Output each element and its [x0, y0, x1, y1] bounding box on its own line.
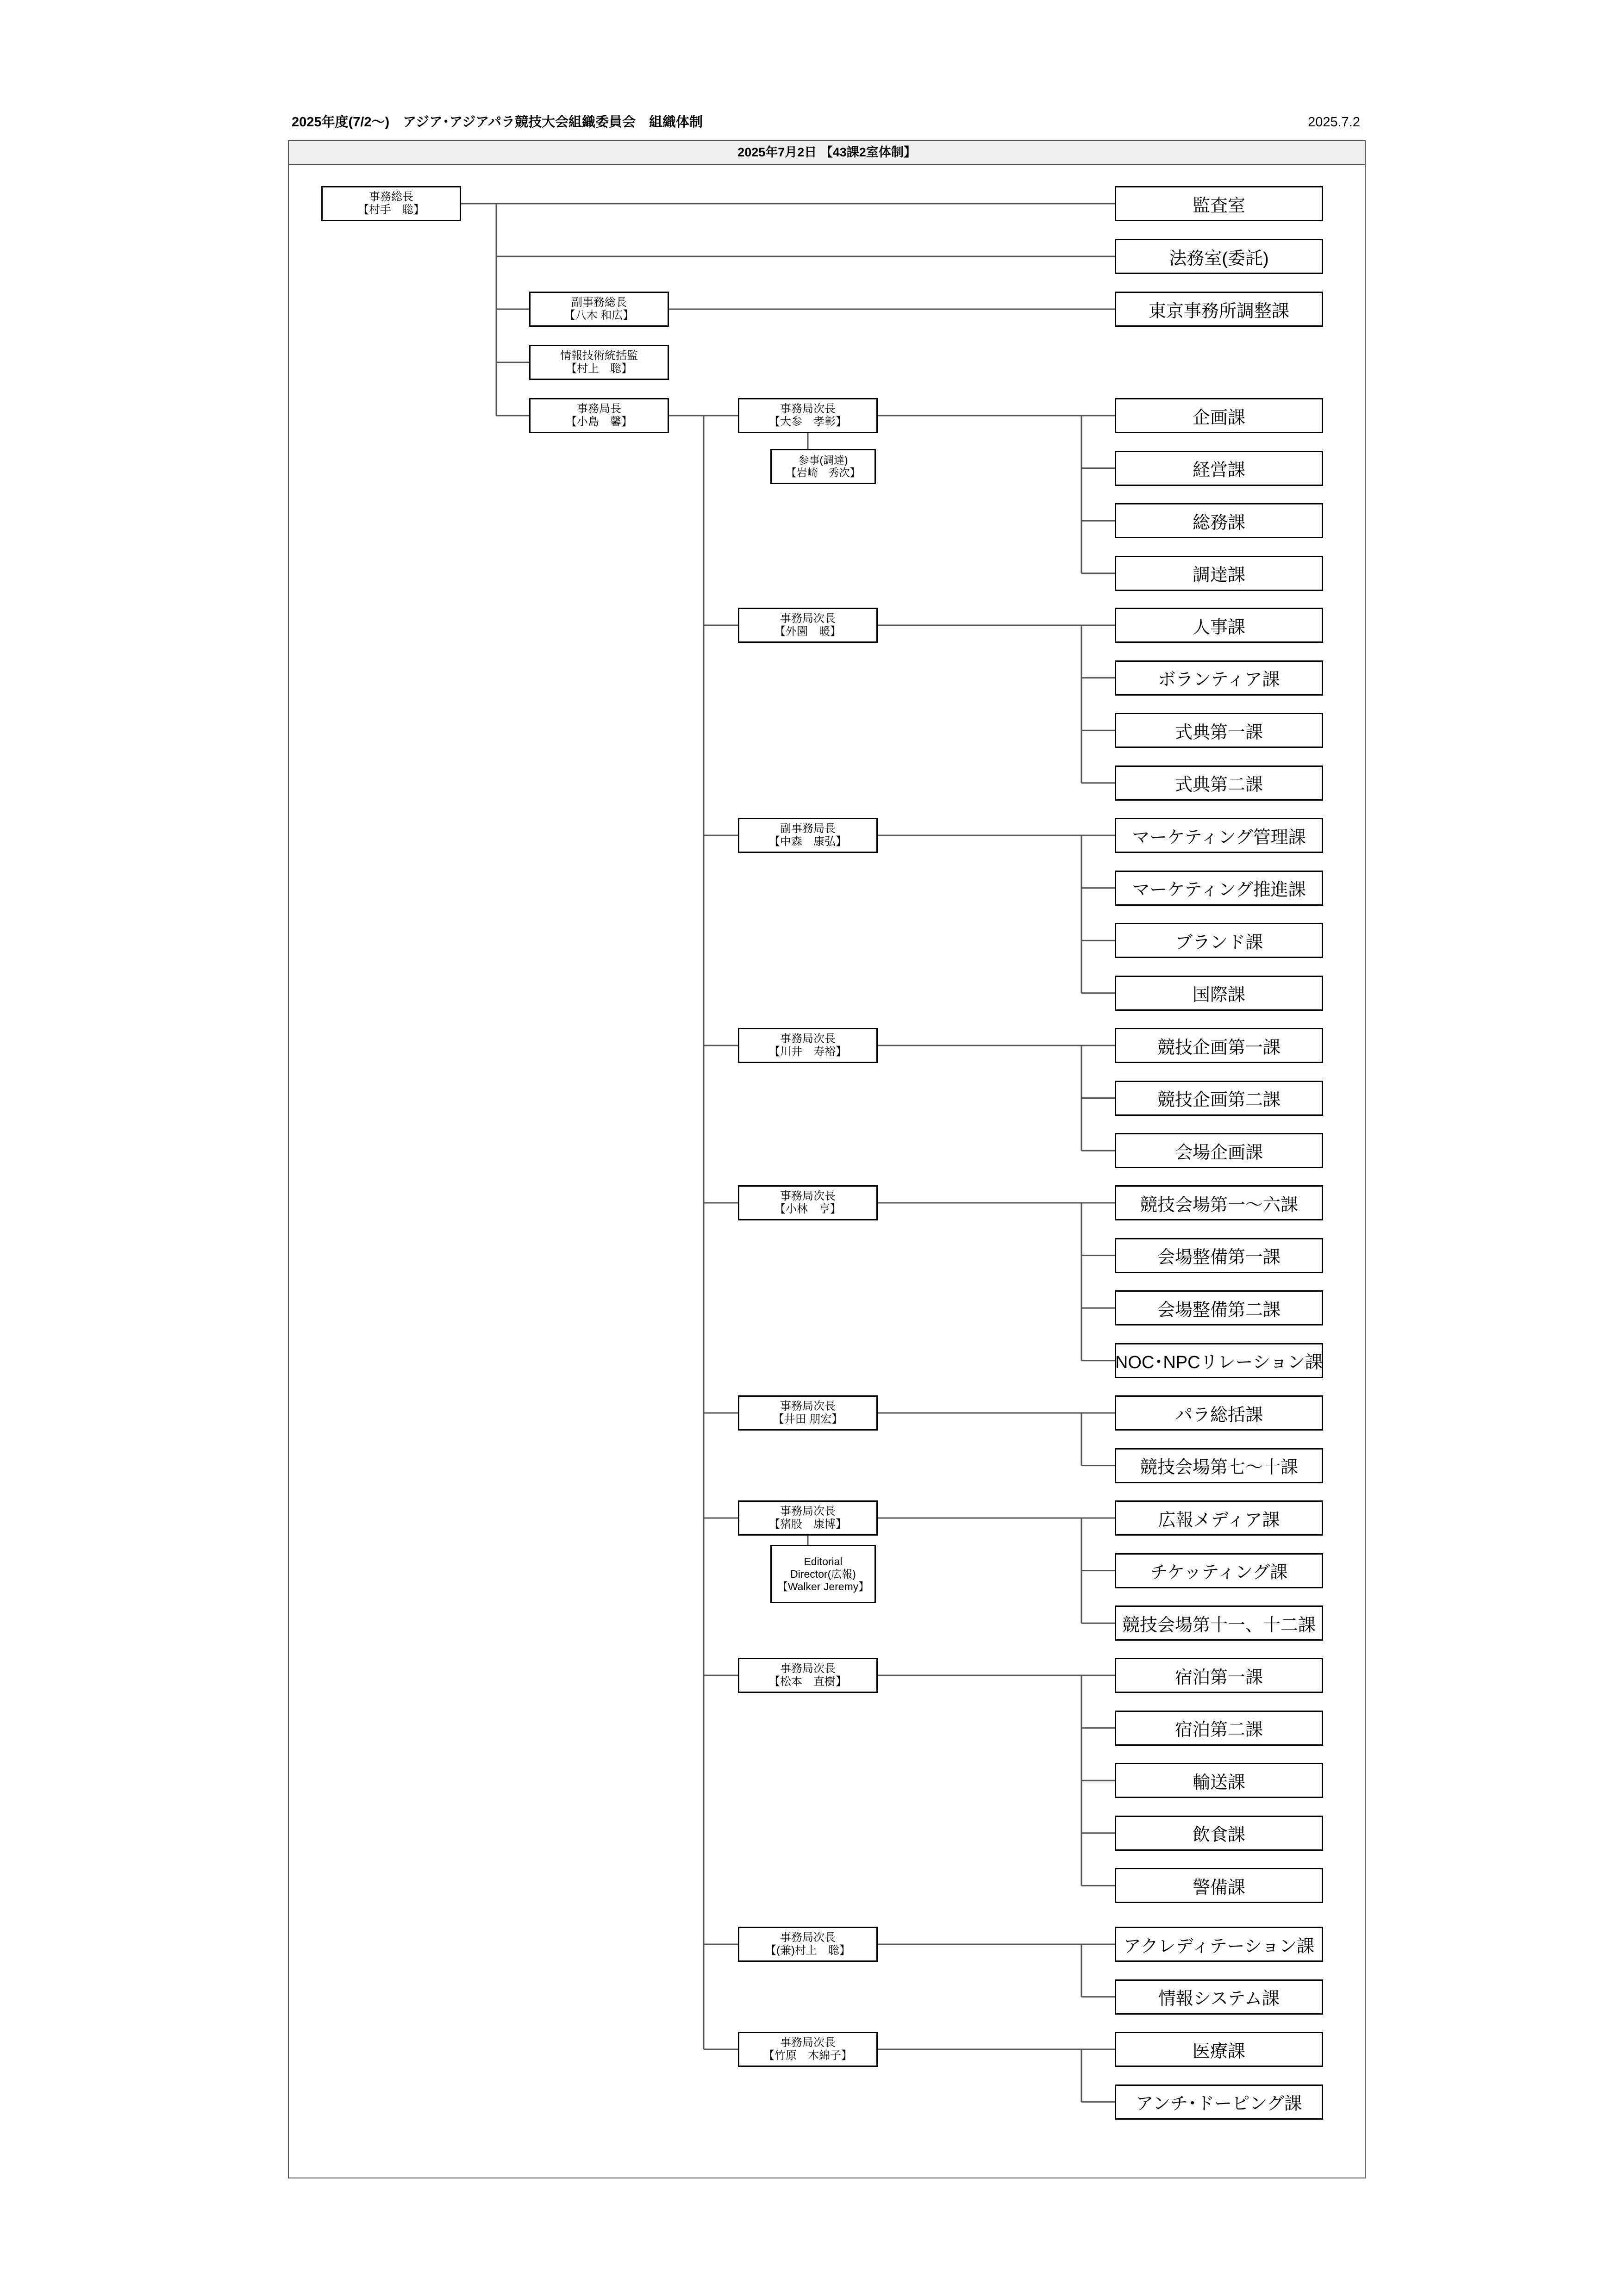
- department-box: [1115, 1605, 1323, 1641]
- counselor-line: 【岩崎 秀次】: [786, 467, 861, 479]
- deputy-box: [738, 1500, 878, 1536]
- department-label: 競技会場第一～六課: [1139, 1195, 1298, 1215]
- department-box: [1115, 871, 1323, 906]
- counselor-line: Director(広報): [790, 1568, 856, 1580]
- department-label: ボランティア課: [1158, 670, 1280, 690]
- department-box: [1115, 1448, 1323, 1483]
- department-box: [1115, 556, 1323, 591]
- department-box: [1115, 451, 1323, 486]
- deputy-title: 事務局次長: [780, 2036, 836, 2049]
- department-label: 会場企画課: [1174, 1143, 1263, 1163]
- department-box: [1115, 2032, 1323, 2067]
- deputy-box: [738, 2032, 878, 2067]
- department-box: [1115, 1081, 1323, 1116]
- deputy-name: 【竹原 木綿子】: [763, 2049, 852, 2062]
- legal-office-box: [1115, 239, 1323, 274]
- document-title: 2025年度(7/2～) アジア･アジアパラ競技大会組織委員会 組織体制: [292, 115, 703, 130]
- deputy-name: 【外園 暖】: [775, 625, 841, 638]
- deputy-title: 事務局次長: [780, 1662, 836, 1675]
- department-box: [1115, 1238, 1323, 1273]
- department-box: [1115, 2084, 1323, 2120]
- deputy-box: [738, 1927, 878, 1962]
- deputy-name: 【松本 直樹】: [769, 1675, 847, 1688]
- tokyo-office-box: [1115, 292, 1323, 327]
- department-label: 競技企画第二課: [1157, 1090, 1280, 1110]
- deputy-name: 【中森 康弘】: [769, 835, 847, 848]
- department-label: 警備課: [1192, 1878, 1245, 1898]
- department-label: 宿泊第一課: [1174, 1668, 1263, 1687]
- department-label: 経営課: [1192, 460, 1245, 480]
- audit-office-box: [1115, 186, 1323, 221]
- department-label: マーケティング管理課: [1132, 828, 1306, 847]
- department-box: [1115, 923, 1323, 958]
- department-box: [1115, 1658, 1323, 1693]
- department-box: [1115, 1500, 1323, 1536]
- department-box: [1115, 1343, 1323, 1378]
- department-label: 競技会場第七～十課: [1139, 1458, 1298, 1478]
- department-box: [1115, 1711, 1323, 1746]
- department-label: 輸送課: [1192, 1773, 1245, 1792]
- department-box: [1115, 1553, 1323, 1588]
- deputy-secretary-general-name: 【八木 和広】: [564, 309, 634, 322]
- department-label: 競技会場第十一、十二課: [1122, 1615, 1316, 1635]
- department-label: アクレディテーション課: [1123, 1936, 1315, 1956]
- deputy-secretary-general-box: [529, 292, 669, 327]
- deputy-box: [738, 1395, 878, 1431]
- deputy-title: 事務局次長: [780, 1931, 836, 1944]
- department-label: 人事課: [1192, 617, 1245, 637]
- department-label: 宿泊第二課: [1174, 1720, 1263, 1740]
- tokyo-office-label: 東京事務所調整課: [1148, 301, 1289, 321]
- it-director-title: 情報技術統括監: [560, 349, 638, 362]
- department-label: 競技企画第一課: [1157, 1038, 1280, 1058]
- department-label: ブランド課: [1174, 933, 1263, 952]
- department-box: [1115, 1028, 1323, 1063]
- deputy-box: [738, 818, 878, 853]
- department-label: パラ総括課: [1174, 1405, 1263, 1425]
- deputy-box: [738, 1028, 878, 1063]
- counselor-line: 【Walker Jeremy】: [777, 1580, 869, 1593]
- deputy-name: 【井田 朋宏】: [773, 1413, 843, 1425]
- department-box: [1115, 660, 1323, 696]
- deputy-box: [738, 608, 878, 643]
- department-box: [1115, 608, 1323, 643]
- department-label: 調達課: [1192, 566, 1245, 585]
- it-director-name: 【村上 聡】: [566, 362, 632, 375]
- department-label: 広報メディア課: [1158, 1510, 1280, 1530]
- legal-office-label: 法務室(委託): [1169, 249, 1269, 268]
- department-label: チケッティング課: [1150, 1563, 1288, 1583]
- secretary-general-name: 【村手 聡】: [358, 204, 425, 216]
- department-box: [1115, 1979, 1323, 2015]
- deputy-title: 事務局次長: [780, 1505, 836, 1518]
- department-box: [1115, 1816, 1323, 1851]
- deputy-title: 副事務局長: [780, 822, 836, 835]
- deputy-name: 【小林 亨】: [775, 1203, 841, 1215]
- deputy-box: [738, 398, 878, 433]
- department-box: [1115, 1290, 1323, 1325]
- department-label: 企画課: [1192, 408, 1245, 428]
- department-label: 式典第一課: [1174, 722, 1263, 742]
- document-date: 2025.7.2: [1308, 115, 1360, 130]
- bureau-chief-title: 事務局長: [577, 403, 621, 415]
- department-box: [1115, 1763, 1323, 1798]
- bureau-chief-name: 【小島 馨】: [566, 416, 632, 428]
- department-box: [1115, 1133, 1323, 1168]
- deputy-title: 事務局次長: [780, 403, 836, 415]
- deputy-name: 【(兼)村上 聡】: [765, 1944, 850, 1957]
- department-box: [1115, 1395, 1323, 1431]
- deputy-name: 【猪股 康博】: [769, 1518, 847, 1531]
- bureau-chief-box: [529, 398, 669, 433]
- department-box: [1115, 503, 1323, 538]
- department-label: NOC･NPCリレーション課: [1115, 1353, 1323, 1373]
- deputy-box: [738, 1185, 878, 1220]
- department-label: アンチ･ドーピング課: [1136, 2094, 1302, 2114]
- deputy-title: 事務局次長: [780, 1190, 836, 1202]
- department-label: 会場整備第二課: [1157, 1300, 1280, 1320]
- department-box: [1115, 976, 1323, 1011]
- department-box: [1115, 1868, 1323, 1903]
- it-director-box: [529, 345, 669, 380]
- deputy-title: 事務局次長: [780, 1033, 836, 1045]
- department-label: 情報システム課: [1158, 1989, 1280, 2009]
- department-box: [1115, 765, 1323, 801]
- counselor-box: [770, 1545, 876, 1603]
- chart-subtitle: 2025年7月2日 【43課2室体制】: [288, 140, 1366, 165]
- deputy-name: 【川井 寿裕】: [769, 1045, 847, 1058]
- department-label: 国際課: [1192, 985, 1245, 1005]
- deputy-title: 事務局次長: [780, 1400, 836, 1412]
- deputy-name: 【大参 孝彰】: [769, 416, 847, 428]
- department-label: 総務課: [1192, 513, 1245, 533]
- secretary-general-title: 事務総長: [369, 191, 413, 203]
- department-box: [1115, 398, 1323, 433]
- counselor-line: Editorial: [804, 1555, 843, 1568]
- department-label: マーケティング推進課: [1132, 880, 1306, 900]
- deputy-box: [738, 1658, 878, 1693]
- audit-office-label: 監査室: [1192, 196, 1245, 216]
- department-box: [1115, 713, 1323, 748]
- deputy-secretary-general-title: 副事務総長: [571, 296, 627, 309]
- department-label: 会場整備第一課: [1157, 1248, 1280, 1268]
- secretary-general-box: [321, 186, 461, 221]
- department-box: [1115, 818, 1323, 853]
- department-label: 医療課: [1192, 2041, 1245, 2061]
- department-box: [1115, 1927, 1323, 1962]
- deputy-title: 事務局次長: [780, 612, 836, 625]
- department-label: 飲食課: [1192, 1825, 1245, 1845]
- department-box: [1115, 1185, 1323, 1220]
- counselor-line: 参事(調達): [798, 454, 848, 466]
- counselor-box: [770, 449, 876, 484]
- department-label: 式典第二課: [1174, 775, 1263, 795]
